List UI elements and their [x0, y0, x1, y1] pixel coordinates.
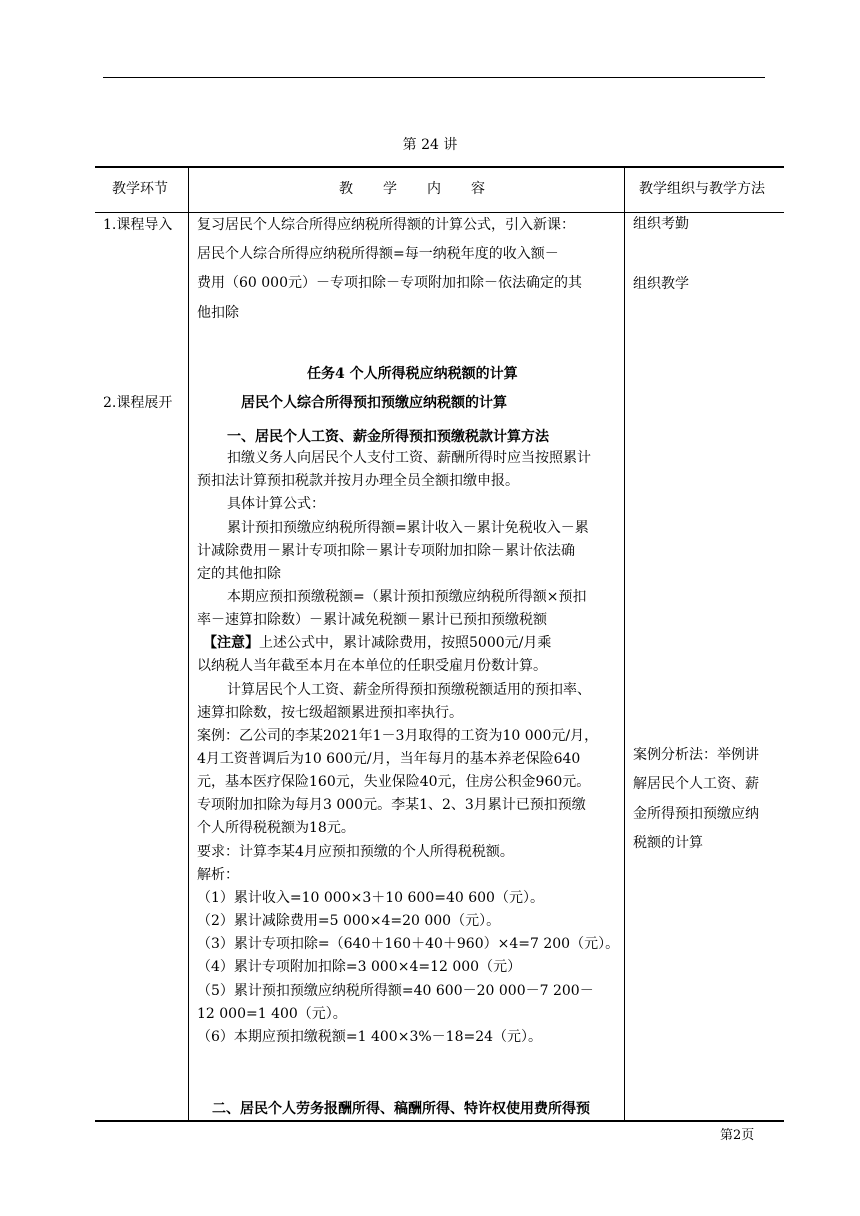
note-text: 上述公式中，累计减除费用，按照5000元/月乘: [259, 635, 552, 651]
page-number: 第2页: [720, 1128, 755, 1143]
analysis-step: （1）累计收入=10 000×3＋10 600=40 600（元）。: [197, 890, 544, 906]
table-top-border: [95, 166, 784, 168]
task-title: 任务4 个人所得税应纳税额的计算: [307, 366, 518, 382]
analysis-step: （3）累计专项扣除=（640＋160＋40＋960）×4=7 200（元）。: [197, 936, 620, 952]
header-rule: [103, 77, 765, 78]
case-line: 专项附加扣除为每月3 000元。李某1、2、3月累计已预扣预缴: [197, 797, 586, 813]
header-teaching-content: 教 学 内 容: [339, 181, 493, 197]
table-bottom-border: [95, 1120, 784, 1122]
method-attendance: 组织考勤: [633, 216, 689, 232]
header-teaching-method: 教学组织与教学方法: [639, 181, 765, 197]
method-teaching: 组织教学: [633, 276, 689, 292]
intro-line: 费用（60 000元）－专项扣除－专项附加扣除－依法确定的其: [197, 275, 582, 291]
analysis-step: （5）累计预扣预缴应纳税所得额=40 600－20 000－7 200－: [197, 983, 594, 999]
body-line: 速算扣除数，按七级超额累进预扣率执行。: [197, 705, 463, 721]
body-line: 预扣法计算预扣税款并按月办理全员全额扣缴申报。: [197, 473, 519, 489]
intro-line: 居民个人综合所得应纳税所得额=每一纳税年度的收入额－: [197, 246, 559, 262]
case-line: 4月工资普调后为10 600元/月，当年每月的基本养老保险640: [197, 751, 581, 767]
note-line: [203, 633, 551, 653]
section-intro: 1.课程导入: [103, 217, 173, 233]
method-case-line: 金所得预扣预缴应纳: [633, 806, 759, 822]
note-label: 【注意】: [203, 635, 259, 651]
method-case-line: 案例分析法：举例讲: [633, 747, 759, 763]
requirement-line: 要求：计算李某4月应预扣预缴的个人所得税税额。: [197, 844, 514, 860]
body-line: 计算居民个人工资、薪金所得预扣预缴税额适用的预扣率、: [227, 682, 591, 698]
body-line: 计减除费用－累计专项扣除－累计专项附加扣除－累计依法确: [197, 543, 575, 559]
intro-line: 复习居民个人综合所得应纳税所得额的计算公式，引入新课：: [197, 217, 575, 233]
section-expand: 2.课程展开: [103, 395, 173, 411]
lecture-title: 第 24 讲: [402, 137, 458, 153]
body-line: 以纳税人当年截至本月在本单位的任职受雇月份数计算。: [197, 658, 547, 674]
body-line: 本期应预扣预缴税额=（累计预扣预缴应纳税所得额×预扣: [227, 589, 587, 605]
header-teaching-stage: 教学环节: [112, 181, 168, 197]
body-line: 率－速算扣除数）－累计减免税额－累计已预扣预缴税额: [197, 612, 547, 628]
method-case-line: 税额的计算: [633, 835, 703, 851]
analysis-step: （4）累计专项附加扣除=3 000×4=12 000（元）: [197, 959, 522, 975]
heading-2: 二、居民个人劳务报酬所得、稿酬所得、特许权使用费所得预: [212, 1101, 590, 1117]
analysis-label: 解析：: [197, 867, 239, 883]
heading-1: 一、居民个人工资、薪金所得预扣预缴税款计算方法: [227, 429, 549, 445]
case-line: 元，基本医疗保险160元，失业保险40元，住房公积金960元。: [197, 774, 591, 790]
intro-line: 他扣除: [197, 305, 239, 321]
column-divider-1: [188, 166, 189, 1121]
method-case-line: 解居民个人工资、薪: [633, 776, 759, 792]
analysis-step: 12 000=1 400（元）。: [197, 1006, 347, 1022]
subtitle: 居民个人综合所得预扣预缴应纳税额的计算: [241, 395, 507, 411]
body-line: 累计预扣预缴应纳税所得额=累计收入－累计免税收入－累: [227, 520, 589, 536]
body-line: 具体计算公式：: [227, 496, 325, 512]
case-line: 案例：乙公司的李某2021年1－3月取得的工资为10 000元/月，: [197, 728, 599, 744]
body-line: 定的其他扣除: [197, 566, 281, 582]
analysis-step: （2）累计减除费用=5 000×4=20 000（元）。: [197, 913, 501, 929]
column-divider-2: [624, 166, 625, 1121]
case-line: 个人所得税税额为18元。: [197, 820, 355, 836]
body-line: 扣缴义务人向居民个人支付工资、薪酬所得时应当按照累计: [227, 450, 591, 466]
analysis-step: （6）本期应预扣缴税额=1 400×3%－18=24（元）。: [197, 1029, 543, 1045]
